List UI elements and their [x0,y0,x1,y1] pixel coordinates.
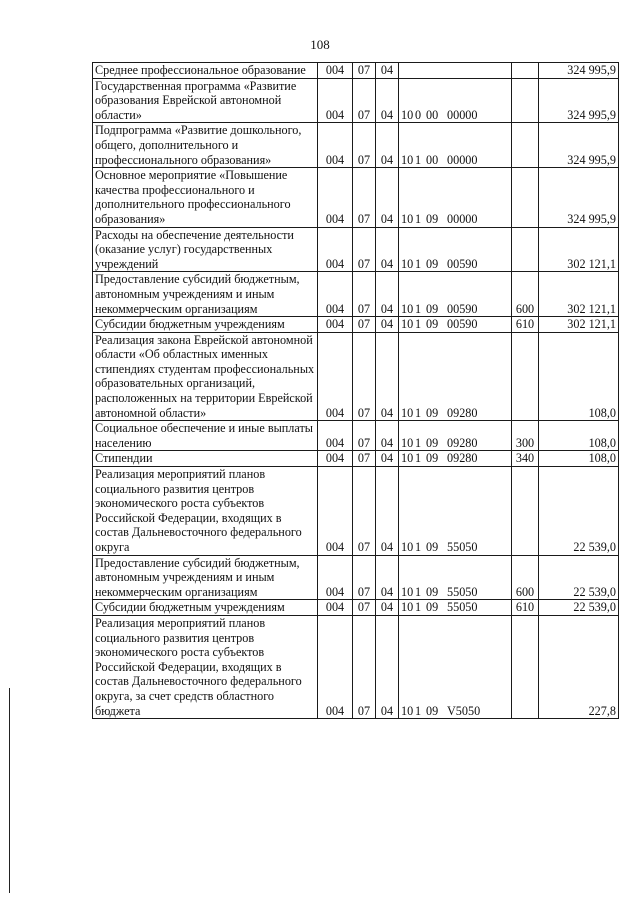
table-row [93,168,619,227]
csr-direction: 55050 [447,600,478,615]
row-section-code: 07 [353,555,376,600]
csr-activity: 09 [426,584,439,599]
row-name: Основное мероприятие «Повышение качества профессионального и дополнительного профессионального образования» [93,168,318,227]
row-subsection-code: 04 [376,123,399,168]
table-row [93,317,619,333]
table-row [93,332,619,421]
row-expense-type [512,615,539,718]
row-sum: 22 539,0 [539,600,619,616]
csr-activity: 09 [426,540,439,554]
row-subsection-code: 04 [376,555,399,600]
row-ministry-code: 004 [318,123,353,168]
csr-subprogram: 0 [415,107,422,122]
table-row [93,451,619,467]
row-subsection-code: 04 [376,467,399,556]
row-sum: 302 121,1 [539,317,619,333]
table-row [93,421,619,451]
row-target-article [399,272,512,317]
table-row [93,227,619,272]
csr-activity: 00 [426,152,439,167]
csr-activity: 09 [426,256,439,271]
row-section-code: 07 [353,421,376,451]
csr-program: 10 [401,540,414,554]
row-ministry-code: 004 [318,332,353,421]
table-row [93,272,619,317]
row-ministry-code: 004 [318,63,353,79]
row-section-code: 07 [353,317,376,333]
row-sum: 22 539,0 [539,555,619,600]
csr-direction: 00590 [447,256,478,271]
row-target-article [399,421,512,451]
table-row [93,123,619,168]
csr-direction: 00590 [447,301,478,316]
csr-subprogram: 1 [415,152,422,167]
row-target-article [399,332,512,421]
row-name: Предоставление субсидий бюджетным, автономным учреждениям и иным некоммерческим организациям [93,272,318,317]
csr-direction: 55050 [447,584,478,599]
row-sum: 324 995,9 [539,78,619,123]
csr-activity: 09 [426,600,439,615]
csr-program: 10 [401,435,414,450]
row-name: Социальное обеспечение и иные выплаты населению [93,421,318,451]
csr-program: 10 [401,451,414,466]
row-target-article [399,451,512,467]
row-subsection-code: 04 [376,600,399,616]
csr-subprogram: 1 [415,703,422,718]
row-name: Стипендии [93,451,318,467]
csr-program: 10 [401,301,414,316]
csr-direction: 09280 [447,435,478,450]
row-target-article [399,317,512,333]
row-expense-type [512,227,539,272]
csr-activity: 09 [426,703,439,718]
row-sum: 108,0 [539,451,619,467]
row-name: Субсидии бюджетным учреждениям [93,600,318,616]
row-section-code: 07 [353,272,376,317]
row-expense-type: 610 [512,317,539,333]
row-subsection-code: 04 [376,78,399,123]
row-section-code: 07 [353,227,376,272]
csr-activity: 09 [426,317,439,332]
row-sum: 302 121,1 [539,227,619,272]
row-target-article [399,615,512,718]
row-subsection-code: 04 [376,168,399,227]
row-name: Подпрограмма «Развитие дошкольного, общего, дополнительного и профессионального образования» [93,123,318,168]
row-expense-type [512,332,539,421]
csr-direction: 00000 [447,152,478,167]
row-name: Государственная программа «Развитие образования Еврейской автономной области» [93,78,318,123]
csr-program: 10 [401,600,414,615]
row-subsection-code: 04 [376,272,399,317]
row-ministry-code: 004 [318,451,353,467]
table-row [93,467,619,556]
csr-subprogram: 1 [415,256,422,271]
budget-table [92,62,619,719]
row-section-code: 07 [353,451,376,467]
row-target-article [399,168,512,227]
row-ministry-code: 004 [318,78,353,123]
row-ministry-code: 004 [318,615,353,718]
row-section-code: 07 [353,332,376,421]
row-name: Предоставление субсидий бюджетным, автономным учреждениям и иным некоммерческим организациям [93,555,318,600]
csr-activity: 09 [426,435,439,450]
row-name: Реализация мероприятий планов социального развития центров экономического роста субъектов Российской Федерации, входящих в состав Дальневосточного федерального округа, за счет средств областного бюджета [93,615,318,718]
row-name: Расходы на обеспечение деятельности (оказание услуг) государственных учреждений [93,227,318,272]
row-sum: 22 539,0 [539,467,619,556]
csr-activity: 09 [426,451,439,466]
scan-margin-line [9,688,10,893]
row-expense-type [512,168,539,227]
csr-program: 10 [401,703,414,718]
row-sum: 227,8 [539,615,619,718]
row-section-code: 07 [353,615,376,718]
csr-subprogram: 1 [415,435,422,450]
csr-direction: 55050 [447,540,478,554]
row-ministry-code: 004 [318,555,353,600]
row-section-code: 07 [353,600,376,616]
row-name: Среднее профессиональное образование [93,63,318,79]
page-number: 108 [310,37,330,52]
row-name: Субсидии бюджетным учреждениям [93,317,318,333]
row-expense-type: 340 [512,451,539,467]
row-target-article [399,555,512,600]
row-subsection-code: 04 [376,227,399,272]
csr-direction: 00590 [447,317,478,332]
csr-direction: 00000 [447,211,478,226]
row-expense-type: 600 [512,555,539,600]
row-subsection-code: 04 [376,317,399,333]
table-row [93,555,619,600]
csr-program: 10 [401,256,414,271]
row-expense-type: 300 [512,421,539,451]
row-name: Реализация закона Еврейской автономной области «Об областных именных стипендиях студентам профессиональных образовательных организаций, расположенных на территории Еврейской автономной области» [93,332,318,421]
row-target-article [399,467,512,556]
row-name: Реализация мероприятий планов социального развития центров экономического роста субъектов Российской Федерации, входящих в состав Дальневосточного федерального округа [93,467,318,556]
table-row [93,600,619,616]
csr-program: 10 [401,107,414,122]
csr-program: 10 [401,405,414,420]
csr-activity: 00 [426,107,439,122]
row-expense-type [512,467,539,556]
row-expense-type [512,78,539,123]
csr-program: 10 [401,317,414,332]
csr-direction: 09280 [447,405,478,420]
row-sum: 324 995,9 [539,63,619,79]
row-expense-type: 600 [512,272,539,317]
row-section-code: 07 [353,168,376,227]
csr-activity: 09 [426,405,439,420]
row-subsection-code: 04 [376,615,399,718]
row-ministry-code: 004 [318,467,353,556]
row-ministry-code: 004 [318,168,353,227]
row-subsection-code: 04 [376,451,399,467]
row-subsection-code: 04 [376,421,399,451]
csr-direction: 09280 [447,451,478,466]
row-ministry-code: 004 [318,421,353,451]
row-expense-type [512,123,539,168]
csr-subprogram: 1 [415,301,422,316]
row-section-code: 07 [353,123,376,168]
csr-program: 10 [401,152,414,167]
csr-subprogram: 1 [415,451,422,466]
row-target-article [399,78,512,123]
row-target-article [399,600,512,616]
table-row [93,63,619,79]
row-target-article [399,123,512,168]
csr-direction: 00000 [447,107,478,122]
row-ministry-code: 004 [318,317,353,333]
csr-subprogram: 1 [415,540,422,554]
csr-activity: 09 [426,301,439,316]
csr-program: 10 [401,584,414,599]
row-subsection-code: 04 [376,332,399,421]
csr-activity: 09 [426,211,439,226]
row-sum: 324 995,9 [539,168,619,227]
row-sum: 108,0 [539,332,619,421]
row-ministry-code: 004 [318,227,353,272]
row-section-code: 07 [353,63,376,79]
row-sum: 108,0 [539,421,619,451]
csr-subprogram: 1 [415,317,422,332]
row-expense-type [512,63,539,79]
csr-subprogram: 1 [415,405,422,420]
table-row [93,78,619,123]
row-sum: 302 121,1 [539,272,619,317]
csr-subprogram: 1 [415,600,422,615]
row-expense-type: 610 [512,600,539,616]
row-target-article [399,63,512,79]
csr-direction: V5050 [447,703,481,718]
row-sum: 324 995,9 [539,123,619,168]
row-section-code: 07 [353,78,376,123]
row-ministry-code: 004 [318,600,353,616]
budget-table-body [93,63,619,719]
csr-program: 10 [401,211,414,226]
row-subsection-code: 04 [376,63,399,79]
csr-subprogram: 1 [415,584,422,599]
csr-subprogram: 1 [415,211,422,226]
row-ministry-code: 004 [318,272,353,317]
table-row [93,615,619,718]
row-section-code: 07 [353,467,376,556]
row-target-article [399,227,512,272]
